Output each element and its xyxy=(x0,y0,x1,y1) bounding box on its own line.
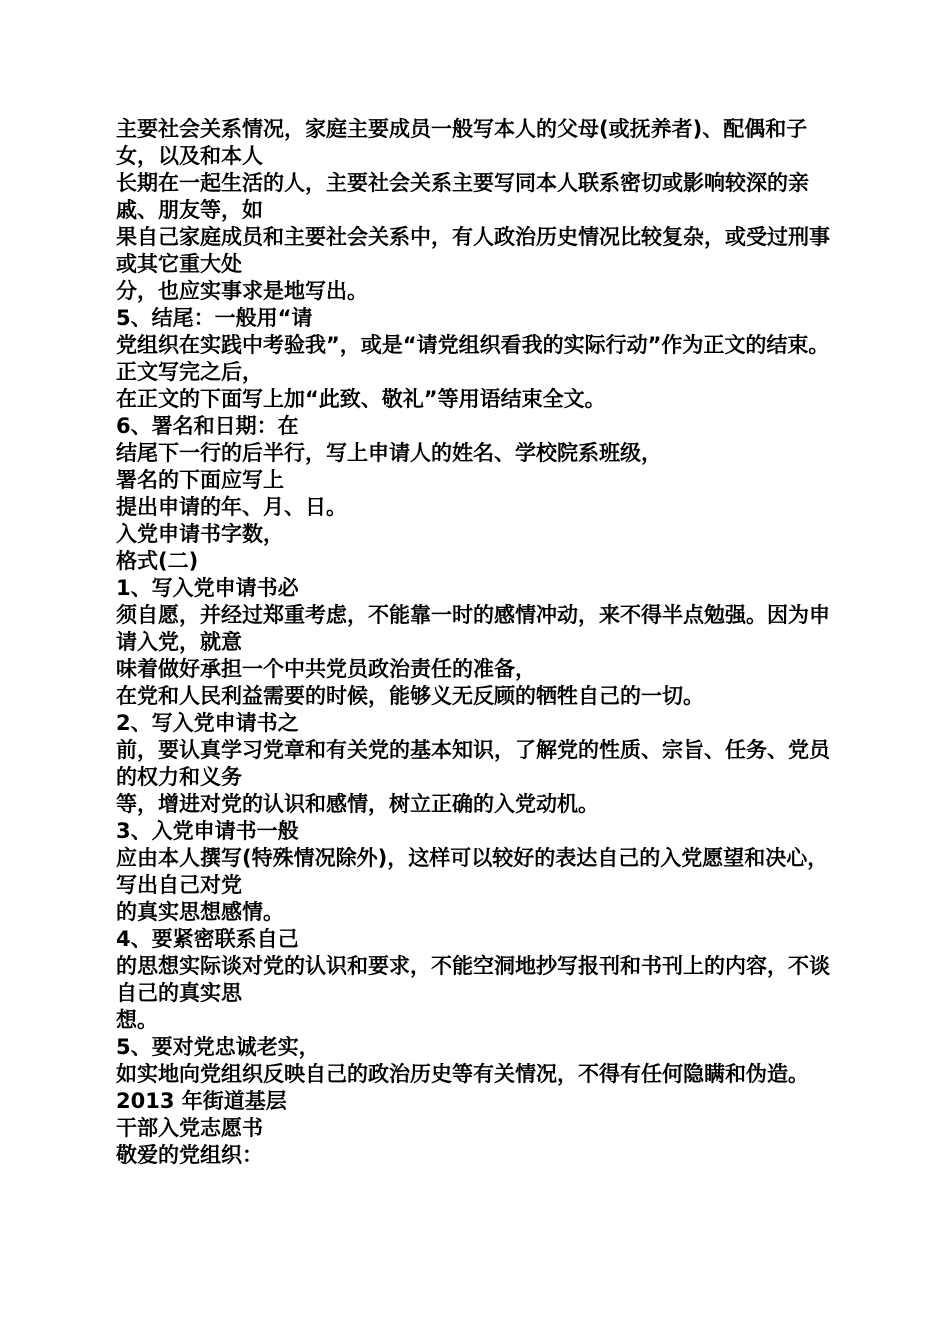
paragraph: 的真实思想感情。 xyxy=(116,900,284,924)
paragraph: 署名的下面应写上 xyxy=(116,468,284,492)
paragraph: 1、写入党申请书必 xyxy=(116,576,299,600)
paragraph: 想。 xyxy=(116,1008,158,1032)
paragraph: 味着做好承担一个中共党员政治责任的准备， xyxy=(116,657,536,681)
paragraph: 主要社会关系情况，家庭主要成员一般写本人的父母(或抚养者)、配偶和子女，以及和本人 xyxy=(116,117,808,168)
paragraph: 在正文的下面写上加“此致、敬礼”等用语结束全文。 xyxy=(116,387,606,411)
paragraph: 在党和人民利益需要的时候，能够义无反顾的牺牲自己的一切。 xyxy=(116,684,704,708)
paragraph: 应由本人撰写(特殊情况除外)，这样可以较好的表达自己的入党愿望和决心，写出自己对党 xyxy=(116,846,829,897)
paragraph: 等，增进对党的认识和感情，树立正确的入党动机。 xyxy=(116,792,599,816)
paragraph: 敬爱的党组织： xyxy=(116,1143,263,1167)
paragraph: 如实地向党组织反映自己的政治历史等有关情况，不得有任何隐瞒和伪造。 xyxy=(116,1062,809,1086)
document-body xyxy=(116,116,836,1169)
paragraph: 2013 年街道基层 xyxy=(116,1089,287,1113)
paragraph: 5、要对党忠诚老实， xyxy=(116,1035,320,1059)
paragraph: 长期在一起生活的人，主要社会关系主要写同本人联系密切或影响较深的亲戚、朋友等，如 xyxy=(116,171,809,222)
paragraph: 入党申请书字数， xyxy=(116,522,284,546)
paragraph: 前，要认真学习党章和有关党的基本知识，了解党的性质、宗旨、任务、党员的权力和义务 xyxy=(116,738,830,789)
paragraph: 格式(二) xyxy=(116,549,199,573)
paragraph: 提出申请的年、月、日。 xyxy=(116,495,347,519)
paragraph: 果自己家庭成员和主要社会关系中，有人政治历史情况比较复杂，或受过刑事或其它重大处 xyxy=(116,225,830,276)
paragraph: 6、署名和日期：在 xyxy=(116,414,299,438)
paragraph: 分，也应实事求是地写出。 xyxy=(116,279,368,303)
paragraph: 的思想实际谈对党的认识和要求，不能空洞地抄写报刊和书刊上的内容，不谈自己的真实思 xyxy=(116,954,830,1005)
paragraph: 2、写入党申请书之 xyxy=(116,711,299,735)
paragraph: 结尾下一行的后半行，写上申请人的姓名、学校院系班级， xyxy=(116,441,662,465)
paragraph: 干部入党志愿书 xyxy=(116,1116,263,1140)
paragraph: 4、要紧密联系自己 xyxy=(116,927,299,951)
paragraph: 须自愿，并经过郑重考虑，不能靠一时的感情冲动，来不得半点勉强。因为申请入党，就意 xyxy=(116,603,830,654)
paragraph: 党组织在实践中考验我”，或是“请党组织看我的实际行动”作为正文的结束。正文写完之后， xyxy=(116,333,830,384)
paragraph: 5、结尾：一般用“请 xyxy=(116,306,313,330)
paragraph: 3、入党申请书一般 xyxy=(116,819,299,843)
